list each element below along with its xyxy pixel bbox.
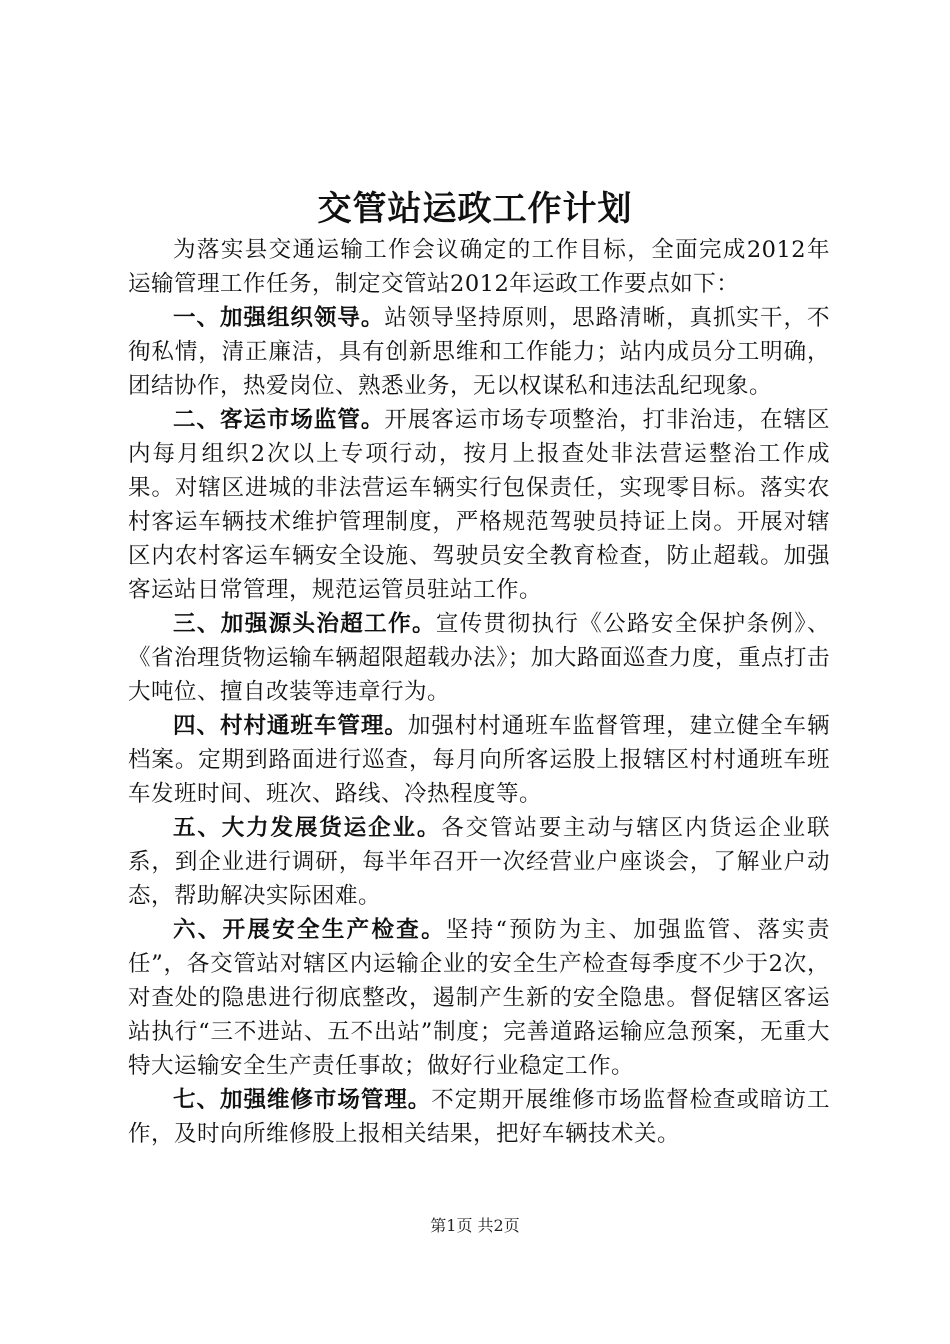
section-paragraph-1 [128,301,830,403]
section-heading-6: 六、开展安全生产检查。 [173,917,446,943]
section-text-4: 加强村村通班车监督管理，建立健全车辆档案。定期到路面进行巡查，每月向所客运股上报辖区村村通班车班车发班时间、班次、路线、冷热程度等。 [128,713,830,807]
section-text-1: 站领导坚持原则，思路清晰，真抓实干，不徇私情，清正廉洁，具有创新思维和工作能力；站内成员分工明确，团结协作，热爱岗位、熟悉业务，无以权谋私和违法乱纪现象。 [128,305,830,399]
section-heading-5: 五、大力发展货运企业。 [173,815,442,841]
intro-paragraph [128,233,830,301]
section-heading-3: 三、加强源头治超工作。 [173,611,436,637]
section-heading-7: 七、加强维修市场管理。 [173,1087,432,1113]
section-heading-4: 四、村村通班车管理。 [173,713,408,739]
section-paragraph-6 [128,913,830,1083]
page-footer: 第1页 共2页 [430,1216,520,1235]
section-text-5: 各交管站要主动与辖区内货运企业联系，到企业进行调研，每半年召开一次经营业户座谈会，了解业户动态，帮助解决实际困难。 [128,815,830,909]
section-text-6: 坚持“预防为主、加强监管、落实责任”，各交管站对辖区内运输企业的安全生产检查每季度不少于2次，对查处的隐患进行彻底整改，遏制产生新的安全隐患。督促辖区客运站执行“三不进站、五不出站”制度；完善道路运输应急预案，无重大特大运输安全生产责任事故；做好行业稳定工作。 [128,917,830,1079]
section-paragraph-7 [128,1083,830,1151]
section-paragraph-2 [128,403,830,607]
section-paragraph-3 [128,607,830,709]
section-paragraph-4 [128,709,830,811]
section-text-7: 不定期开展维修市场监督检查或暗访工作，及时向所维修股上报相关结果，把好车辆技术关。 [128,1087,830,1147]
section-paragraph-5 [128,811,830,913]
document-title: 交管站运政工作计划 [317,189,633,229]
section-text-3: 宣传贯彻执行《公路安全保护条例》、《省治理货物运输车辆超限超载办法》；加大路面巡查力度，重点打击大吨位、擅自改装等违章行为。 [128,611,830,705]
section-text-2: 开展客运市场专项整治，打非治违，在辖区内每月组织2次以上专项行动，按月上报查处非法营运整治工作成果。对辖区进城的非法营运车辆实行包保责任，实现零目标。落实农村客运车辆技术维护管理制度，严格规范驾驶员持证上岗。开展对辖区内农村客运车辆安全设施、驾驶员安全教育检查，防止超载。加强客运站日常管理，规范运管员驻站工作。 [128,407,830,603]
document-body [128,233,830,1151]
section-heading-2: 二、客运市场监管。 [173,407,385,433]
section-heading-1: 一、加强组织领导。 [173,305,385,331]
intro-text: 为落实县交通运输工作会议确定的工作目标，全面完成2012年运输管理工作任务，制定交管站2012年运政工作要点如下： [128,237,830,297]
